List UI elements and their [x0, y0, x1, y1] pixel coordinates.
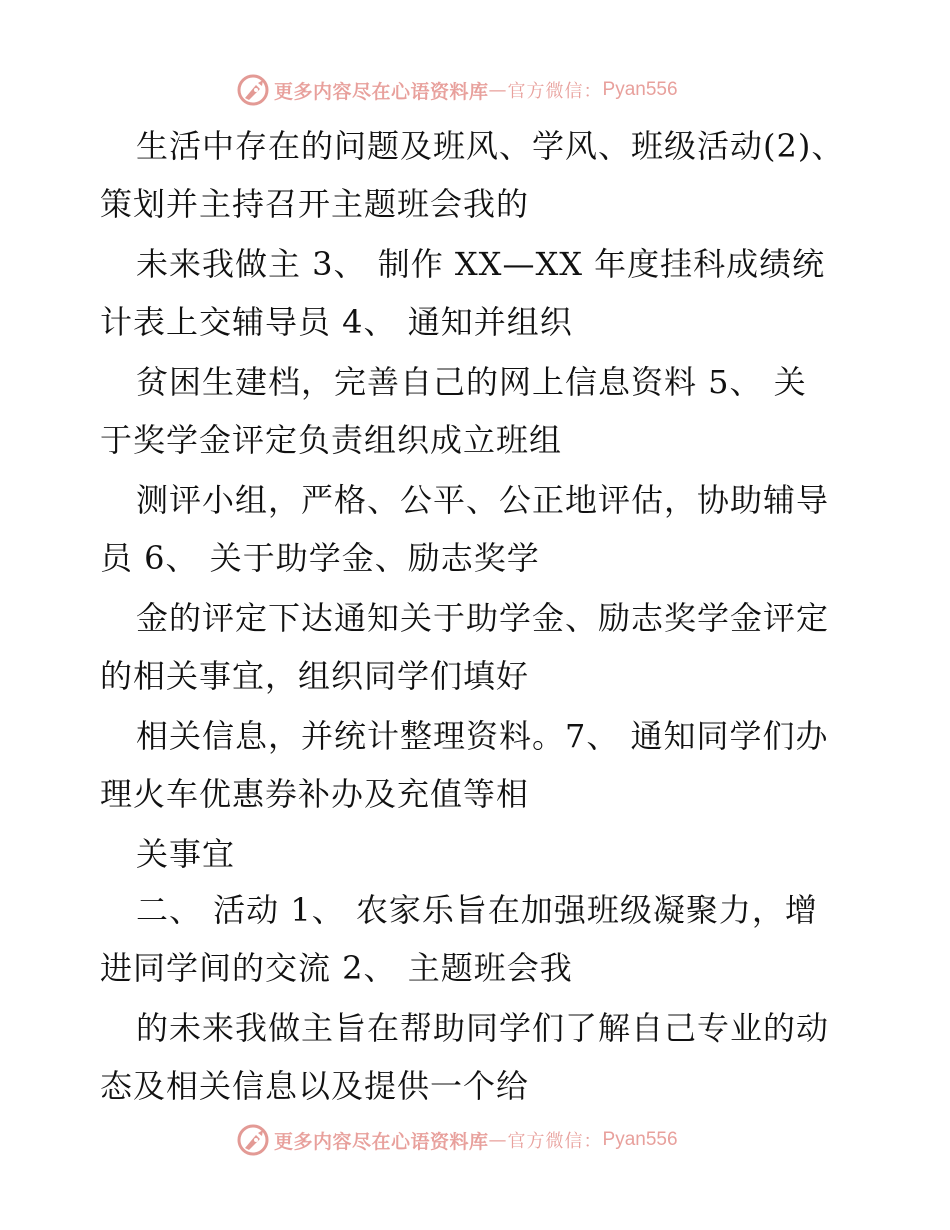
text-line: 未来我做主 3、 制作 XX—XX 年度挂科成绩统 — [136, 245, 826, 283]
watermark-handle: Pyan556 — [602, 79, 678, 100]
watermark-slogan: 更多内容尽在心语资料库 — [274, 1130, 489, 1153]
watermark-label: 官方微信： — [507, 1131, 603, 1152]
text-line: 测评小组，严格、公平、公正地评估，协助辅导 — [136, 481, 830, 519]
watermark-slogan: 更多内容尽在心语资料库 — [274, 80, 489, 103]
text-line: 金的评定下达通知关于助学金、励志奖学金评定 — [136, 599, 830, 637]
text-line: 进同学间的交流 2、 主题班会我 — [100, 949, 573, 987]
watermark-banner-bottom — [236, 1120, 678, 1160]
text-line: 的相关事宜，组织同学们填好 — [100, 657, 530, 695]
text-line: 计表上交辅导员 4、 通知并组织 — [100, 303, 573, 341]
watermark-label: 官方微信： — [507, 81, 603, 102]
text-line: 相关信息，并统计整理资料。7、 通知同学们办 — [136, 717, 829, 755]
text-line: 贫困生建档，完善自己的网上信息资料 5、 关 — [136, 363, 807, 401]
watermark-separator: — — [488, 1129, 508, 1151]
watermark-handle: Pyan556 — [602, 1129, 678, 1150]
text-line: 生活中存在的问题及班风、学风、班级活动(2)、 — [136, 127, 845, 165]
text-line: 策划并主持召开主题班会我的 — [100, 185, 530, 223]
pen-nib-logo-icon — [236, 1123, 270, 1157]
watermark-separator: — — [488, 79, 508, 101]
text-line: 于奖学金评定负责组织成立班组 — [100, 421, 563, 459]
text-line: 的未来我做主旨在帮助同学们了解自己专业的动 — [136, 1009, 830, 1047]
text-line: 员 6、 关于助学金、励志奖学 — [100, 539, 540, 577]
text-line: 二、 活动 1、 农家乐旨在加强班级凝聚力，增 — [136, 891, 818, 929]
text-line: 理火车优惠券补办及充值等相 — [100, 775, 530, 813]
text-line: 态及相关信息以及提供一个给 — [100, 1067, 530, 1105]
text-line: 关事宜 — [136, 835, 236, 873]
